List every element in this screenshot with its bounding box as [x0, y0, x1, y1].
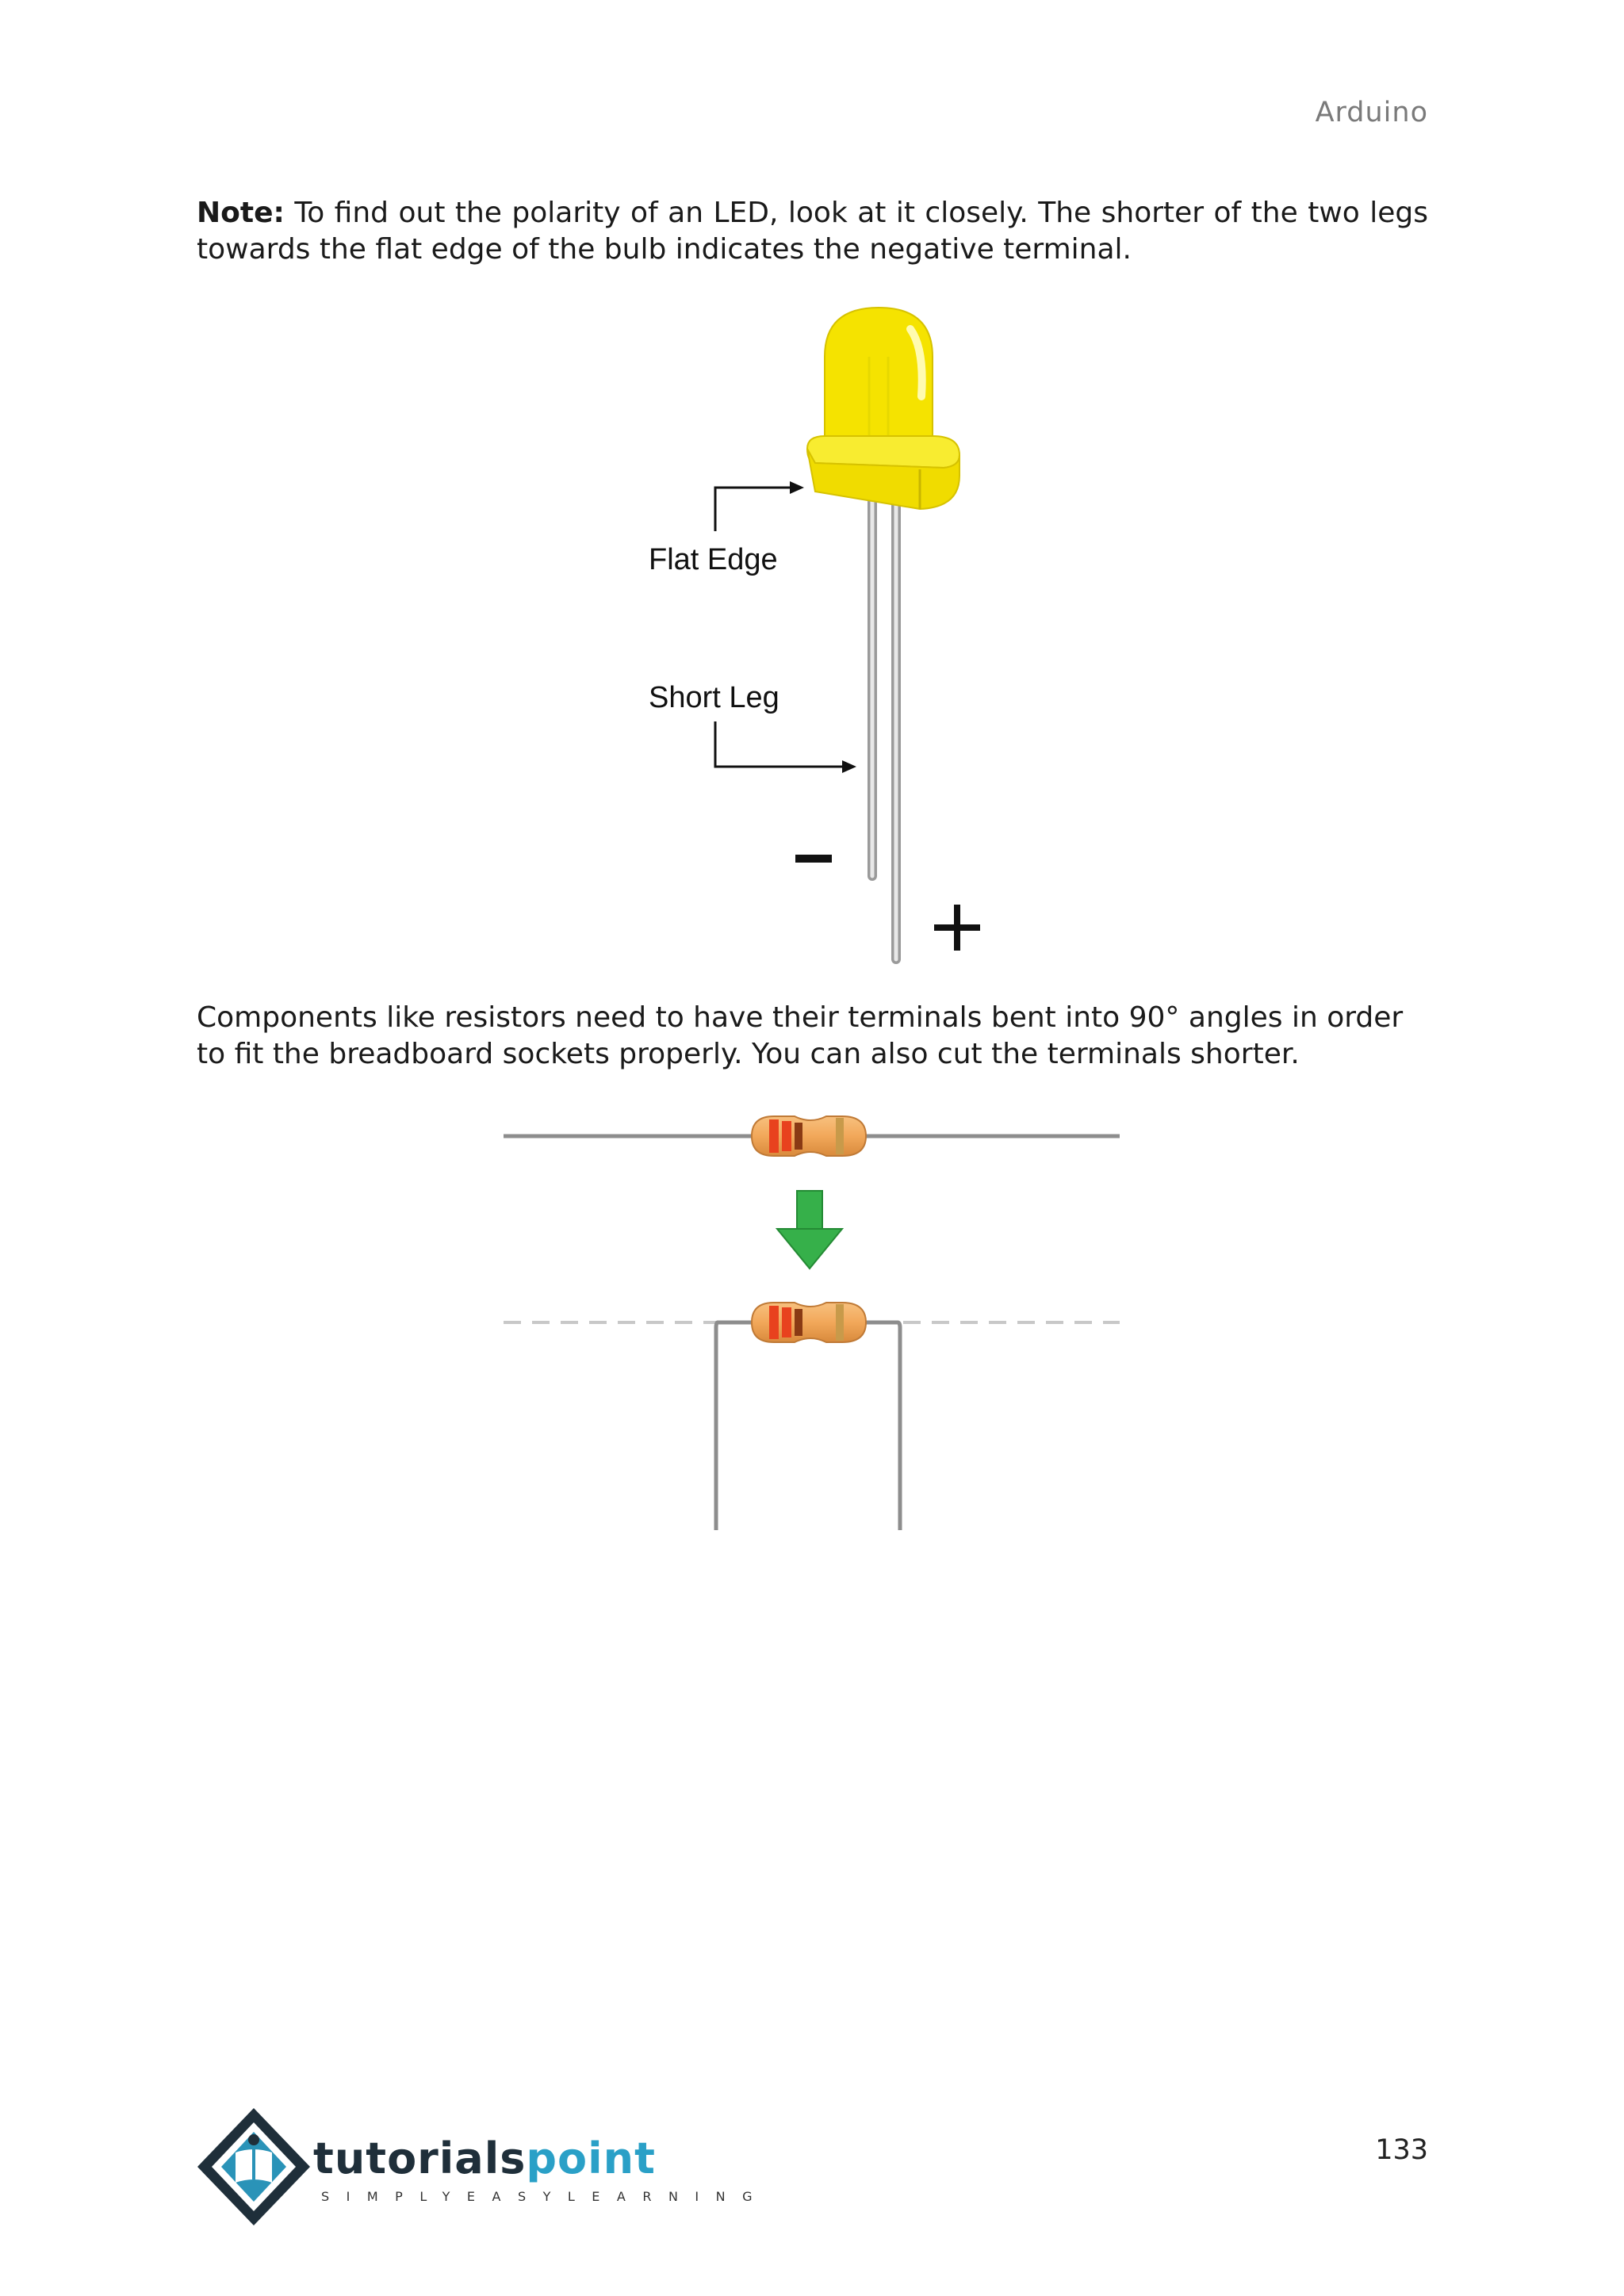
plus-sign — [934, 905, 980, 951]
resistor-straight — [504, 1116, 1120, 1156]
flat-edge-arrowhead — [790, 481, 804, 494]
led-bulb — [825, 308, 933, 452]
resistor-bending-diagram — [500, 1102, 1126, 1538]
note-label: Note: — [197, 197, 285, 229]
short-leg-arrow — [715, 721, 845, 767]
logo-tagline: SIMPLYEASYLEARNING — [321, 2189, 770, 2204]
page-number: 133 — [1375, 2134, 1428, 2166]
note-text: To find out the polarity of an LED, look at it closely. The shorter of the two legs towards the flat edge of the bulb indicates the negative terminal. — [197, 197, 1428, 266]
led-polarity-diagram — [626, 293, 1007, 975]
short-leg-label: Short Leg — [649, 681, 779, 714]
logo-emblem-icon — [194, 2105, 313, 2232]
flat-edge-arrow — [715, 488, 793, 531]
minus-sign — [795, 855, 832, 863]
short-leg-arrowhead — [842, 760, 856, 773]
running-header: Arduino — [1315, 97, 1428, 128]
flat-edge-label: Flat Edge — [649, 543, 778, 576]
resistor-bent — [716, 1303, 900, 1530]
tutorialspoint-logo — [194, 2105, 770, 2235]
components-paragraph: Components like resistors need to have their terminals bent into 90° angles in order to fit the breadboard sockets properly. You can also cut the terminals shorter. — [197, 1001, 1404, 1070]
logo-wordmark: tutorialspoint — [313, 2133, 656, 2183]
note-paragraph — [197, 195, 1428, 268]
down-arrow-icon — [777, 1191, 842, 1269]
